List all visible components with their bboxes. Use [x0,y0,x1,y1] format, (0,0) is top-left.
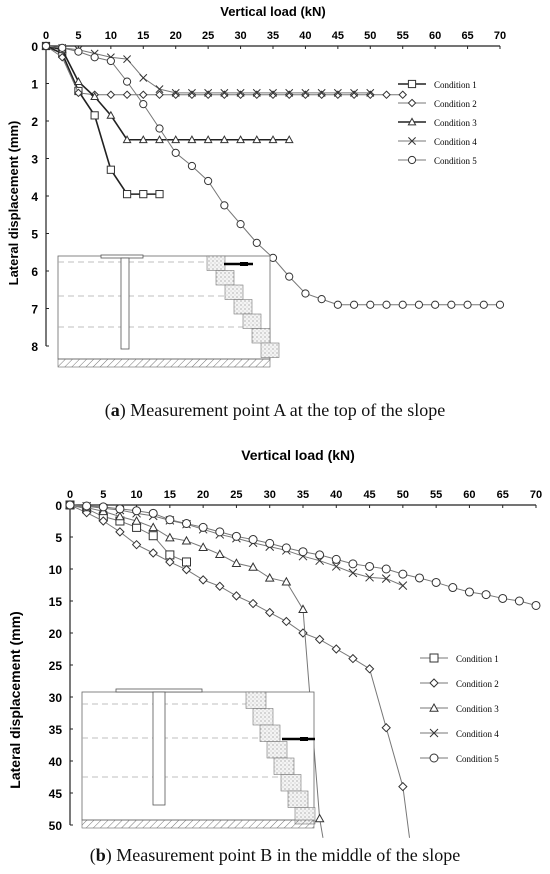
x-tick-label: 30 [263,489,276,501]
data-point [432,578,440,586]
y-tick-label: 2 [31,115,38,129]
legend-item [398,118,477,128]
legend-item [398,99,477,109]
data-point [140,91,147,98]
legend-label: Condition 3 [434,118,477,128]
slope-schematic [58,255,279,367]
data-point [253,239,260,246]
data-point [383,301,390,308]
x-tick-label: 55 [430,489,443,501]
x-tick-label: 20 [197,489,210,501]
legend-label: Condition 5 [434,156,477,166]
data-point [156,191,163,198]
data-point [205,177,212,184]
data-point [496,301,503,308]
data-point [91,112,98,119]
wall-block [207,256,225,271]
data-point [91,54,98,61]
y-tick-label: 8 [31,340,38,354]
data-point [232,559,240,566]
caption-b-text: Measurement point B in the middle of the slope [116,845,461,865]
data-point [199,523,207,531]
data-point [133,541,141,549]
data-point [183,566,191,574]
data-point [282,544,290,552]
data-point [366,562,374,570]
data-point [448,301,455,308]
data-point [156,125,163,132]
y-tick-label: 6 [31,265,38,279]
x-tick-label: 30 [234,30,247,42]
y-tick-label: 45 [48,787,62,801]
data-point [172,149,179,156]
wall-block [252,329,270,344]
y-tick-label: 20 [48,627,62,641]
legend-item [398,137,477,147]
data-point [133,507,141,515]
data-point [183,558,191,566]
wall-block [234,300,252,315]
x-tick-label: 60 [463,489,476,501]
data-point [75,78,82,84]
x-tick-label: 65 [496,489,509,501]
wall-block [267,742,287,759]
data-point [140,101,147,108]
data-point [107,91,114,98]
x-tick-label: 20 [169,30,182,42]
x-axis-title: Vertical load (kN) [241,447,355,463]
data-point [59,44,66,51]
x-tick-label: 25 [202,30,215,42]
data-point [99,503,107,511]
wall-block [288,791,308,808]
y-tick-label: 40 [48,755,62,769]
series-1 [42,42,163,197]
chart-b [0,440,550,840]
data-point [399,301,406,308]
x-tick-label: 10 [104,30,117,42]
wall-block [253,709,273,726]
x-tick-labels [67,489,542,501]
x-tick-label: 70 [529,489,543,501]
y-tick-label: 15 [48,595,62,609]
data-point [432,301,439,308]
x-tick-label: 25 [230,489,243,501]
legend-label: Condition 2 [434,99,477,109]
legend-item [420,754,499,764]
x-tick-label: 35 [266,30,280,42]
legend-marker [430,679,438,687]
legend-item [398,80,477,90]
data-point [465,588,473,596]
data-point [282,617,290,625]
data-point [399,582,407,590]
slope-schematic [82,689,315,828]
legend-label: Condition 4 [456,729,499,739]
legend-label: Condition 3 [456,704,499,714]
wall-block [261,343,279,358]
data-point [83,502,91,510]
data-point [123,91,130,98]
wall-block [225,285,243,300]
legend-marker [430,654,438,662]
series-4 [66,501,407,590]
data-point [149,532,157,540]
data-point [399,783,407,791]
x-tick-label: 55 [396,30,409,42]
data-point [232,532,240,540]
y-tick-label: 10 [48,563,62,577]
data-point [299,629,307,637]
legend-label: Condition 1 [456,654,499,664]
data-point [399,91,406,98]
legend-label: Condition 2 [456,679,499,689]
data-point [269,254,276,261]
wall-block [260,725,280,742]
data-point [415,301,422,308]
legend-item [420,704,499,714]
wall-block [246,692,266,709]
data-point [249,600,257,608]
data-point [183,520,191,528]
wall-block [281,775,301,792]
data-point [199,543,207,550]
data-point [116,528,124,536]
data-point [107,57,114,64]
x-tick-label: 45 [331,30,344,42]
data-point [149,509,157,517]
legend-marker [408,99,415,106]
data-point [286,273,293,280]
wall-block [274,758,294,775]
data-point [449,584,457,592]
data-point [399,570,407,578]
data-point [416,574,424,582]
x-tick-label: 5 [75,30,82,42]
data-point [316,551,324,559]
legend-item [420,654,499,664]
data-point [216,528,224,536]
data-point [316,635,324,643]
data-point [123,191,130,198]
data-point [149,523,157,530]
caption-a: (a) Measurement point A at the top of the slope [104,400,446,420]
x-tick-label: 0 [42,30,50,42]
data-point [382,565,390,573]
data-point [480,301,487,308]
legend-label: Condition 1 [434,80,477,90]
data-point [299,548,307,556]
y-axis-title: Lateral displacement (mm) [7,611,23,789]
x-tick-label: 15 [163,489,176,501]
data-point [149,549,157,557]
x-tick-label: 40 [299,30,312,42]
data-point [188,162,195,169]
data-point [499,594,507,602]
x-tick-label: 65 [461,30,474,42]
caption-a-text: Measurement point A at the top of the slope [130,400,446,420]
data-point [318,296,325,303]
y-tick-label: 5 [31,227,38,242]
x-tick-label: 35 [296,489,310,501]
data-point [332,555,340,563]
data-point [249,536,257,544]
data-point [140,191,147,198]
legend [398,80,477,166]
caption-b-letter: b [95,845,106,865]
y-tick-label: 50 [48,819,62,833]
y-tick-label: 30 [48,691,62,705]
series-line [46,46,160,194]
data-point [366,665,374,673]
x-tick-label: 15 [137,30,150,42]
legend-item [420,679,499,689]
y-tick-label: 3 [31,152,38,167]
data-point [116,505,124,513]
data-point [350,301,357,308]
data-point [216,582,224,590]
data-point [349,655,357,663]
data-point [349,560,357,568]
y-tick-labels [49,499,63,833]
y-tick-label: 7 [31,302,38,317]
x-tick-label: 5 [100,489,107,501]
data-point [332,645,340,653]
y-tick-label: 25 [48,659,62,673]
x-tick-label: 10 [130,489,143,501]
legend-item [420,729,499,739]
data-point [382,724,390,732]
caption-a-letter: a [110,400,120,420]
legend [420,654,499,764]
data-point [266,609,274,617]
chart-a [0,0,550,400]
x-tick-label: 0 [66,489,74,501]
data-point [216,550,224,557]
x-tick-label: 40 [330,489,343,501]
x-tick-label: 70 [493,30,507,42]
data-point [316,815,324,822]
data-point [367,301,374,308]
x-tick-label: 45 [363,489,376,501]
legend-marker [408,80,415,87]
wall-block [216,271,234,286]
legend-marker [430,754,438,762]
data-point [515,597,523,605]
data-point [75,48,82,55]
data-point [482,591,490,599]
data-point [266,539,274,547]
y-tick-label: 4 [31,190,38,204]
y-axis-title: Lateral displacement (mm) [6,120,21,286]
data-point [66,501,74,509]
data-point [334,301,341,308]
y-tick-label: 0 [31,40,38,54]
x-axis-title: Vertical load (kN) [220,4,326,19]
data-point [199,576,207,584]
data-point [237,221,244,228]
data-point [299,605,307,612]
caption-b: (b) Measurement point B in the middle of the slope [89,845,461,865]
data-point [166,516,174,524]
data-point [232,592,240,600]
legend-label: Condition 5 [456,754,499,764]
data-point [140,74,147,81]
data-point [166,534,174,541]
data-point [464,301,471,308]
x-tick-label: 50 [364,30,377,42]
wall-block [243,314,261,329]
y-tick-label: 5 [55,531,62,545]
y-tick-labels [31,40,38,354]
legend-marker [408,156,415,163]
x-tick-labels [43,30,506,42]
series-4 [42,42,373,96]
x-tick-label: 60 [429,30,442,42]
x-tick-label: 50 [396,489,409,501]
legend-item [398,156,477,166]
y-tick-label: 0 [55,499,62,513]
data-point [349,569,357,577]
data-point [123,78,130,85]
data-point [107,166,114,173]
y-tick-label: 1 [31,77,38,92]
data-point [532,601,540,609]
data-point [302,290,309,297]
data-point [42,42,49,49]
data-point [221,202,228,209]
y-tick-label: 35 [48,723,62,737]
series-line [46,46,403,95]
data-point [266,574,274,581]
legend-label: Condition 4 [434,137,477,147]
data-point [383,91,390,98]
